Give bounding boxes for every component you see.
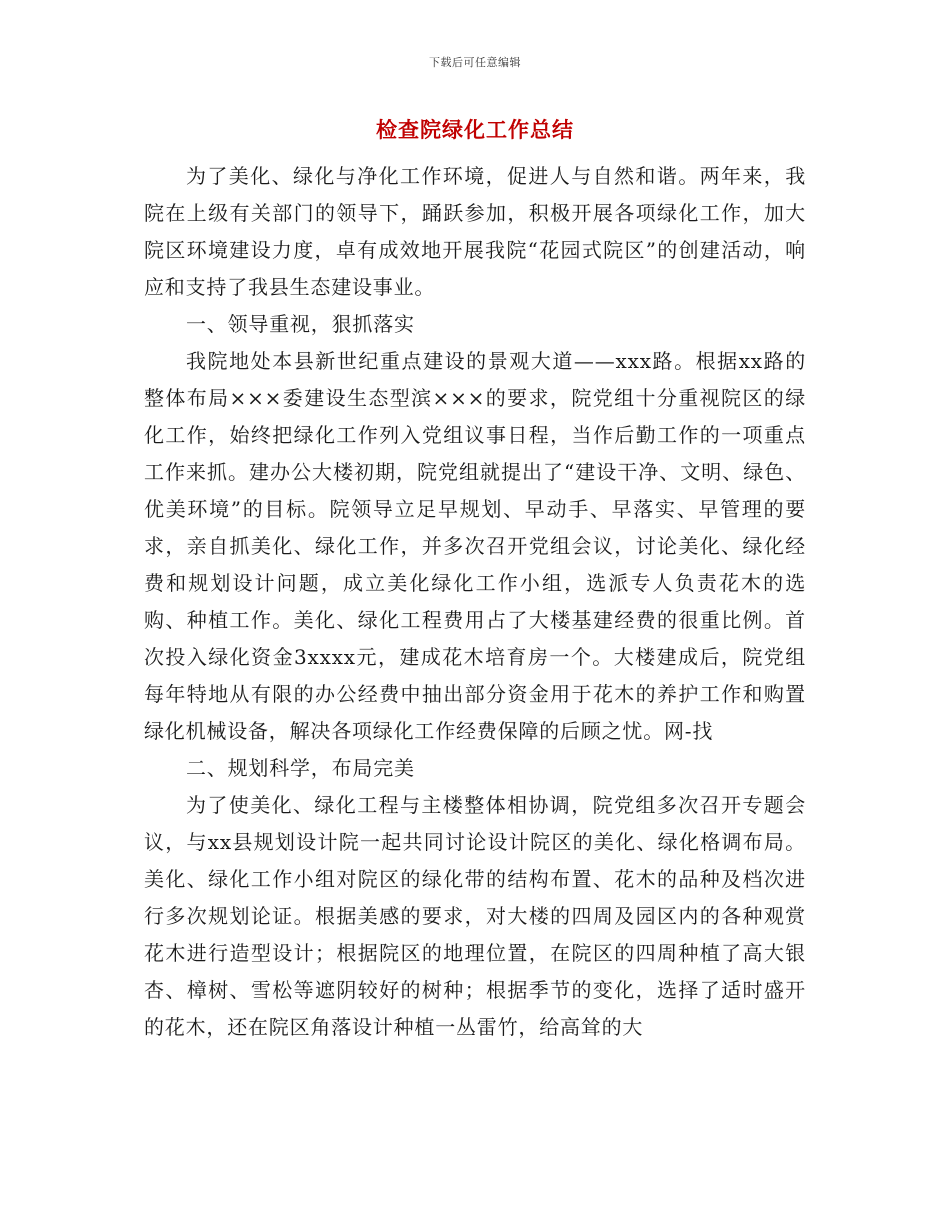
- document-body: [144, 158, 806, 1046]
- section-heading-2: 二、规划科学，布局完美: [186, 756, 415, 780]
- header-note: 下载后可任意编辑: [429, 56, 521, 69]
- section-heading-1: 一、领导重视，狠抓落实: [186, 312, 415, 336]
- document-title: 检查院绿化工作总结: [376, 117, 574, 142]
- paragraph-intro: 为了美化、绿化与净化工作环境，促进人与自然和谐。两年来，我院在上级有关部门的领导下，踊跃参加，积极开展各项绿化工作，加大院区环境建设力度，卓有成效地开展我院“花园式院区”的创建活动，响应和支持了我县生态建设事业。: [144, 164, 806, 299]
- paragraph-section-2: 为了使美化、绿化工程与主楼整体相协调，院党组多次召开专题会议，与xx县规划设计院一起共同讨论设计院区的美化、绿化格调布局。美化、绿化工作小组对院区的绿化带的结构布置、花木的品种及档次进行多次规划论证。根据美感的要求，对大楼的四周及园区内的各种观赏花木进行造型设计；根据院区的地理位置，在院区的四周种植了高大银杏、樟树、雪松等遮阴较好的树种；根据季节的变化，选择了适时盛开的花木，还在院区角落设计种植一丛雷竹，给高耸的大: [144, 793, 806, 1039]
- paragraph-section-1: 我院地处本县新世纪重点建设的景观大道——xxx路。根据xx路的整体布局×××委建设生态型滨×××的要求，院党组十分重视院区的绿化工作，始终把绿化工作列入党组议事日程，当作后勤工作的一项重点工作来抓。建办公大楼初期，院党组就提出了“建设干净、文明、绿色、优美环境”的目标。院领导立足早规划、早动手、早落实、早管理的要求，亲自抓美化、绿化工作，并多次召开党组会议，讨论美化、绿化经费和规划设计问题，成立美化绿化工作小组，选派专人负责花木的选购、种植工作。美化、绿化工程费用占了大楼基建经费的很重比例。首次投入绿化资金3xxxx元，建成花木培育房一个。大楼建成后，院党组每年特地从有限的办公经费中抽出部分资金用于花木的养护工作和购置绿化机械设备，解决各项绿化工作经费保障的后顾之忧。网-找: [144, 349, 806, 743]
